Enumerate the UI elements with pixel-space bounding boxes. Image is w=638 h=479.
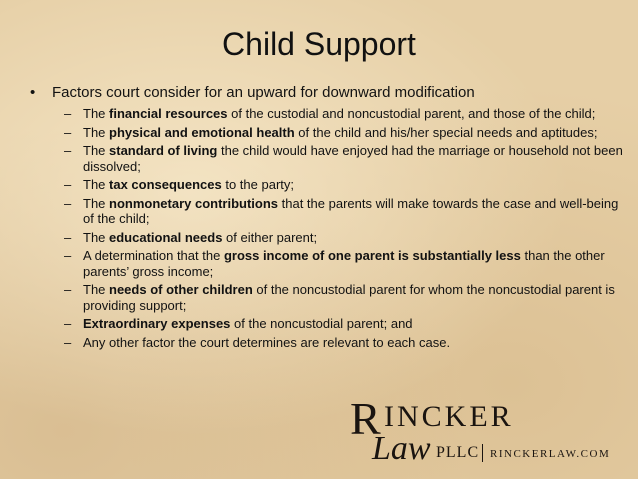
logo-website: RINCKERLAW.COM (490, 448, 611, 460)
item-text-pre: The (83, 195, 110, 211)
logo-initial: R (350, 393, 381, 444)
item-text-post: than the other parents’ gross income; (83, 248, 605, 279)
list-item (64, 335, 624, 351)
logo-law: Law (372, 430, 431, 467)
dash-marker: – (64, 229, 72, 245)
logo-name: INCKER (384, 400, 514, 433)
list-item (64, 230, 624, 246)
main-bullet-text: Factors court consider for an upward for downward modification (52, 84, 475, 101)
dash-marker: – (64, 195, 72, 211)
list-item (64, 125, 624, 141)
item-text-bold: tax consequences (109, 177, 222, 192)
item-text-pre: A determination that the (83, 248, 224, 263)
item-text-pre: The (83, 177, 110, 192)
list-item (64, 316, 624, 332)
item-text-post: of the noncustodial parent for whom the noncustodial parent is providing support; (83, 282, 615, 313)
item-text-post: the child would have enjoyed had the marriage or household not been dissolved; (83, 143, 623, 174)
item-text-pre: The (83, 229, 110, 245)
dash-marker: – (64, 282, 72, 297)
item-text-post: of the custodial and noncustodial parent, and those of the child; (227, 106, 596, 121)
list-item (64, 106, 624, 122)
item-text-post: that the parents will make towards the case and well-being of the child; (83, 195, 619, 226)
item-text-pre: Any other factor the court determines are relevant to each case. (83, 334, 451, 350)
item-text-bold: physical and emotional health (109, 124, 295, 140)
list-item (64, 282, 624, 313)
slide-content (24, 84, 624, 353)
item-text-bold: standard of living (109, 143, 218, 158)
item-text-pre: The (83, 106, 110, 121)
item-text-bold: gross income of one parent is substantially less (223, 248, 521, 263)
item-text-bold: needs of other children (109, 282, 253, 297)
slide-title: Child Support (222, 26, 416, 62)
item-text-pre: The (83, 124, 110, 140)
dash-marker: – (64, 177, 72, 192)
item-text-pre: The (83, 282, 110, 297)
item-text-pre: The (83, 143, 110, 158)
list-item (64, 196, 624, 227)
item-text-post: of the noncustodial parent; and (230, 316, 413, 331)
rincker-law-logo (350, 394, 630, 474)
list-item (64, 248, 624, 279)
dash-marker: – (64, 248, 72, 263)
dash-marker: – (64, 316, 72, 331)
item-text-post: to the party; (221, 177, 294, 192)
item-text-bold: nonmonetary contributions (109, 195, 279, 211)
item-text-bold: educational needs (109, 229, 223, 245)
logo-divider (482, 444, 483, 462)
list-item (64, 143, 624, 174)
dash-marker: – (64, 143, 72, 158)
list-item (64, 177, 624, 193)
item-text-bold: Extraordinary expenses (83, 316, 231, 331)
bullet-dot: • (30, 84, 36, 101)
item-text-post: of the child and his/her special needs and aptitudes; (294, 124, 598, 140)
dash-marker: – (64, 106, 72, 121)
item-text-bold: financial resources (109, 106, 228, 121)
factor-list (24, 106, 624, 350)
logo-pllc: PLLC (436, 444, 480, 461)
dash-marker: – (64, 124, 72, 140)
main-bullet (24, 84, 624, 102)
dash-marker: – (64, 334, 72, 350)
item-text-post: of either parent; (222, 229, 318, 245)
